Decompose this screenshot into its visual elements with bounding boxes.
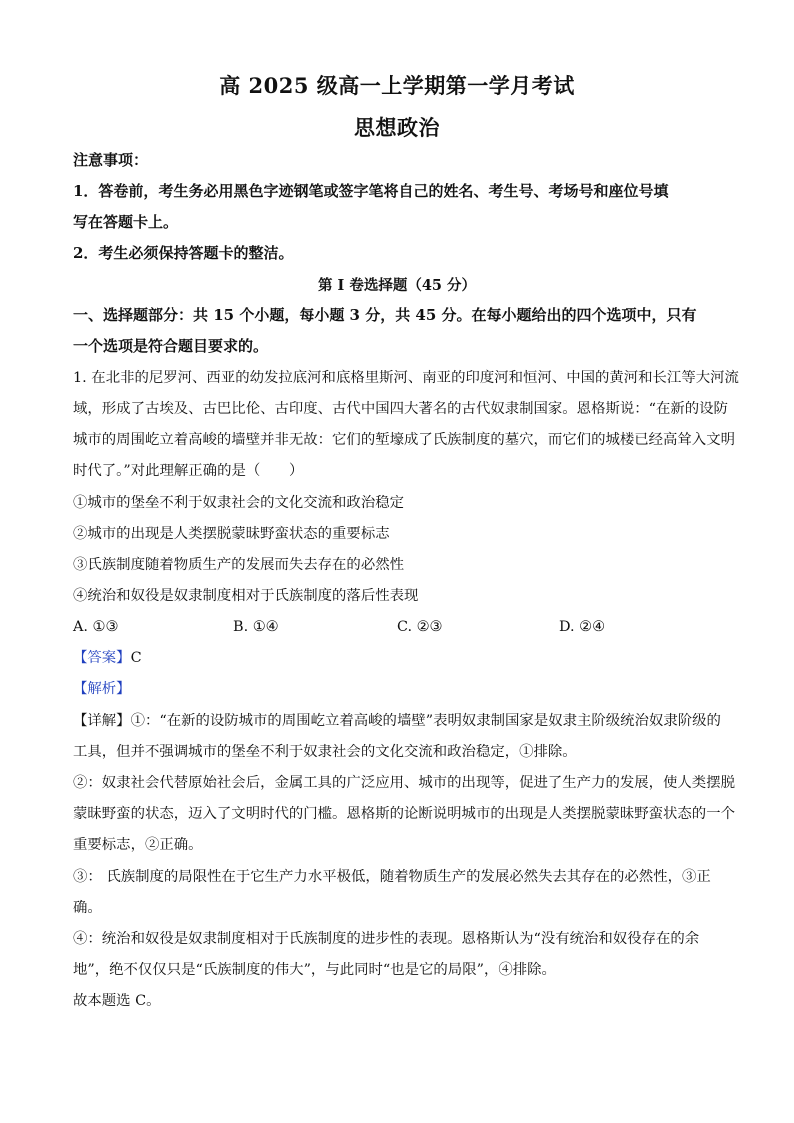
detail-line: 蒙昧野蛮的状态，迈入了文明时代的门槛。恩格斯的论断说明城市的出现是人类摆脱蒙昧野蛮状态的一个	[73, 806, 735, 822]
exam-title: 高 2025 级高一上学期第一学月考试	[219, 73, 575, 98]
section-instructions-line-1: 一、选择题部分：共 15 个小题，每小题 3 分，共 45 分。在每小题给出的四个选项中，只有	[73, 306, 697, 324]
statement-3: ③氏族制度随着物质生产的发展而失去存在的必然性	[73, 557, 404, 573]
answer-options	[73, 617, 723, 637]
statement-1: ①城市的堡垒不利于奴隶社会的文化交流和政治稳定	[73, 495, 404, 511]
option-c: C. ②③	[397, 619, 443, 635]
statement-4: ④统治和奴役是奴隶制度相对于氏族制度的落后性表现	[73, 588, 419, 604]
notice-item-2: 2．考生必须保持答题卡的整洁。	[73, 244, 294, 262]
detail-line: ②：奴隶社会代替原始社会后，金属工具的广泛应用、城市的出现等，促进了生产力的发展，使人类摆脱	[73, 775, 735, 791]
answer-value: C	[130, 650, 142, 666]
detail-line: 地”，绝不仅仅只是“氏族制度的伟大”，与此同时“也是它的局限”，④排除。	[73, 962, 556, 978]
detail-line: ③： 氏族制度的局限性在于它生产力水平极低，随着物质生产的发展必然失去其存在的必然性，③正	[73, 869, 711, 885]
option-d: D. ②④	[559, 619, 605, 635]
answer-label: 【答案】	[73, 650, 131, 666]
detail-line: 重要标志，②正确。	[73, 837, 203, 853]
option-b: B. ①④	[233, 619, 279, 635]
statement-2: ②城市的出现是人类摆脱蒙昧野蛮状态的重要标志	[73, 526, 390, 542]
question-stem-line: 城市的周围屹立着高峻的墙壁并非无故：它们的堑壕成了氏族制度的墓穴，而它们的城楼已经高耸入文明	[73, 432, 735, 448]
detail-line: 【详解】①：“在新的设防城市的周围屹立着高峻的墙壁”表明奴隶制国家是奴隶主阶级统治奴隶阶级的	[73, 713, 721, 729]
section-title: 第 I 卷选择题（45 分）	[317, 277, 477, 294]
detail-line: 确。	[73, 900, 102, 916]
detail-line: ④：统治和奴役是奴隶制度相对于氏族制度的进步性的表现。恩格斯认为“没有统治和奴役存在的余	[73, 931, 700, 947]
analysis-label: 【解析】	[73, 681, 131, 697]
subject-title: 思想政治	[354, 115, 440, 140]
detail-line: 故本题选 C。	[73, 993, 161, 1009]
question-stem-line: 时代了。”对此理解正确的是（ ）	[73, 463, 304, 479]
section-instructions-line-2: 一个选项是符合题目要求的。	[73, 337, 269, 355]
notice-item-1-line-2: 写在答题卡上。	[73, 213, 179, 231]
notice-heading: 注意事项：	[73, 151, 149, 169]
detail-line: 工具，但并不强调城市的堡垒不利于奴隶社会的文化交流和政治稳定，①排除。	[73, 744, 577, 760]
question-stem-line: 1. 在北非的尼罗河、西亚的幼发拉底河和底格里斯河、南亚的印度河和恒河、中国的黄河和长江等大河流	[73, 370, 739, 386]
answer-line	[73, 648, 723, 668]
question-stem-line: 域，形成了古埃及、古巴比伦、古印度、古代中国四大著名的古代奴隶制国家。恩格斯说：“在新的设防	[73, 401, 728, 417]
notice-item-1-line-1: 1．答卷前，考生务必用黑色字迹钢笔或签字笔将自己的姓名、考生号、考场号和座位号填	[73, 182, 669, 200]
option-a: A. ①③	[73, 619, 119, 635]
